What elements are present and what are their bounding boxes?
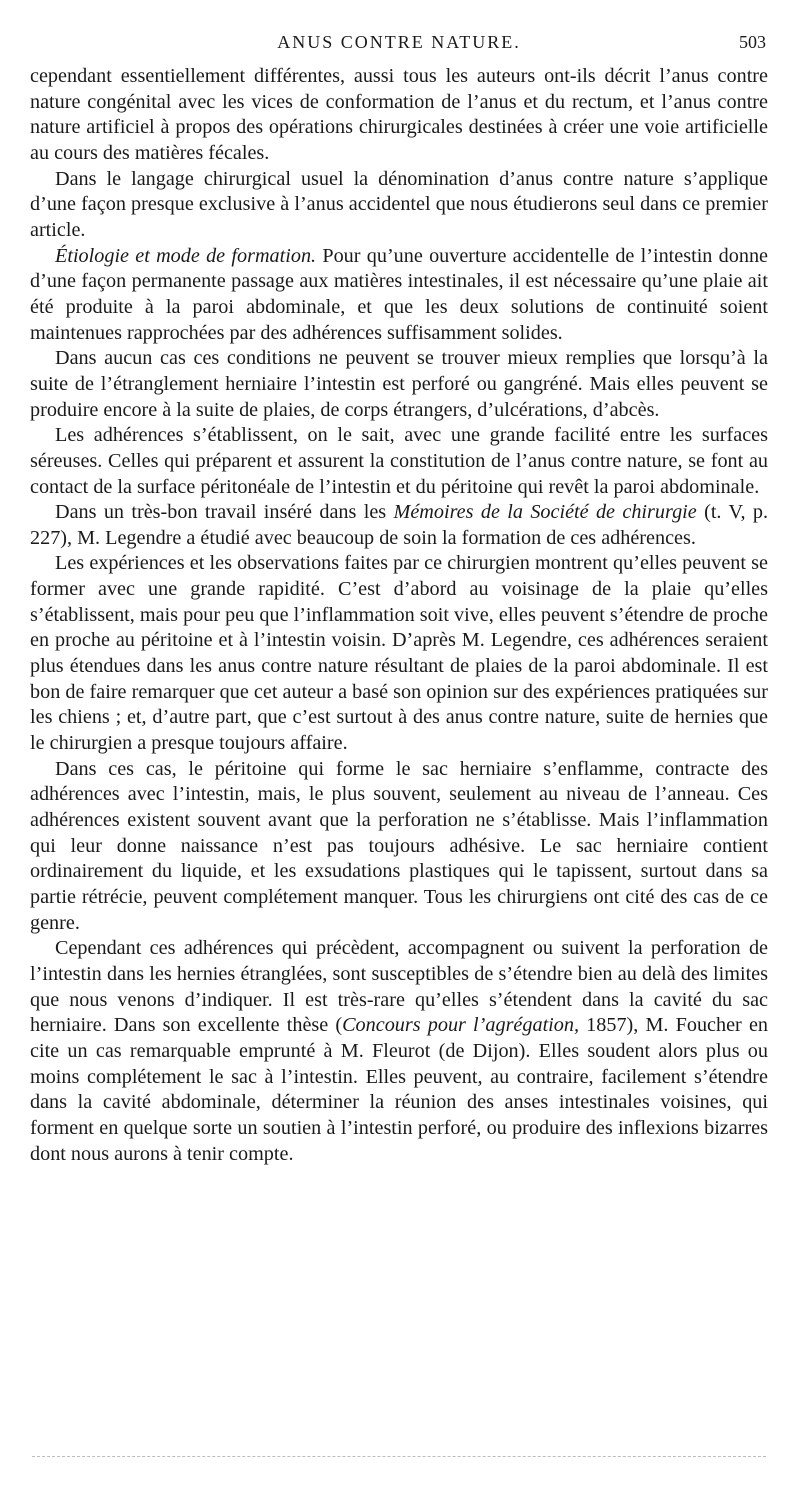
paragraph-text: Les expériences et les observations faites par ce chirurgien montrent qu’elles peuvent se former avec une grande rapidité. C’est d’abord au voisinage de la plaie qu’elles s’établissent, mais pour peu que l’inflammation soit vive, elles peuvent s’étendre de proche en proche au péritoine et à l’intestin voisin. D’après M. Legendre, ces adhérences seraient plus étendues dans les anus contre nature résultant de plaies de la paroi abdominale. Il est bon de faire remarquer que cet auteur a basé son opinion sur des expériences pratiquées sur les chiens ; et, d’autre part, que c’est surtout à des anus contre nature, suite de hernies que le chirurgien a presque toujours affaire. xyxy=(30,552,768,755)
paragraph-text: Les adhérences s’établissent, on le sait, avec une grande facilité entre les surfaces séreuses. Celles qui préparent et assurent la constitution de l’anus contre nature, se font au contact de la surface péritonéale de l’intestin et du péritoine qui revêt la paroi abdominale. xyxy=(30,424,768,498)
paragraph-text: Pour qu’une ouverture accidentelle de l’intestin donne d’une façon permanente passage aux matières intestinales, il est nécessaire qu’une plaie ait été produite à la paroi abdominale, et que les deux solutions de continuité soient maintenues rapprochées par des adhérences suffisamment solides. xyxy=(30,244,769,344)
running-title: ANUS CONTRE NATURE. xyxy=(277,32,521,52)
paragraph-sac-herniaire xyxy=(30,757,768,937)
paragraph-conditions xyxy=(30,346,768,423)
running-head xyxy=(30,32,768,56)
journal-title: Mémoires de la Société de chirurgie xyxy=(393,501,697,524)
paragraph-legendre xyxy=(30,500,768,551)
paragraph-perforation xyxy=(30,936,768,1167)
paragraph-text: Dans ces cas, le péritoine qui forme le sac herniaire s’enflamme, contracte des adhérences avec l’intestin, mais, le plus souvent, seulement au niveau de l’anneau. Ces adhérences existent souvent avant que la perforation ne s’établisse. Mais l’inflammation qui leur donne naissance n’est pas toujours adhésive. Le sac herniaire contient ordinairement du liquide, et les exsudations plastiques qui le tapissent, surtout dans sa partie rétrécie, peuvent complétement manquer. Tous les chirurgiens ont cité des cas de ce genre. xyxy=(30,757,768,934)
paragraph-text: Cependant ces adhérences qui précèdent, accompagnent ou suivent la perforation de l’intestin dans les hernies étranglées, sont susceptibles de s’étendre bien au delà des limites que nous venons d’indiquer. Il est très-rare qu’elles s’étendent dans la cavité du sac herniaire. Dans son excellente thèse ( xyxy=(30,937,768,1037)
book-page xyxy=(30,0,768,1495)
paragraph-continuation xyxy=(30,64,768,167)
paragraph-text-after: 1857), M. Foucher en cite un cas remarquable emprunté à M. Fleurot (de Dijon). Elles soudent alors plus ou moins complétement le sac à l’intestin. Elles peuvent, au contraire, facilement s’étendre dans la cavité abdominale, déterminer la réunion des anses intestinales voisines, qui forment en quelque sorte un soutien à l’intestin perforé, ou produire des inflexions bizarres dont nous aurons à tenir compte. xyxy=(30,1014,768,1165)
paragraph-etiologie xyxy=(30,244,768,347)
page-number: 503 xyxy=(739,32,766,52)
section-heading: Étiologie et mode de formation. xyxy=(55,244,317,267)
paragraph-experiences xyxy=(30,551,768,756)
thesis-title: Concours pour l’agrégation, xyxy=(342,1014,580,1037)
paragraph-text: cependant essentiellement différentes, aussi tous les auteurs ont-ils décrit l’anus contre nature congénital avec les vices de conformation de l’anus et du rectum, et l’anus contre nature artificiel à propos des opérations chirurgicales destinées à créer une voie artificielle au cours des matières fécales. xyxy=(30,65,768,164)
paragraph-definition xyxy=(30,167,768,244)
paragraph-text: Dans le langage chirurgical usuel la dénomination d’anus contre nature s’applique d’une façon presque exclusive à l’anus accidentel que nous étudierons seul dans ce premier article. xyxy=(30,167,768,241)
paragraph-text: Dans aucun cas ces conditions ne peuvent se trouver mieux remplies que lorsqu’à la suite de l’étranglement herniaire l’intestin est perforé ou gangréné. Mais elles peuvent se produire encore à la suite de plaies, de corps étrangers, d’ulcérations, d’abcès. xyxy=(30,347,768,421)
paragraph-adherences xyxy=(30,423,768,500)
body-text xyxy=(30,64,768,1167)
bottom-divider xyxy=(32,1456,766,1457)
paragraph-text-after: (t. V, p. 227), M. Legendre a étudié avec beaucoup de soin la formation de ces adhérences. xyxy=(30,501,768,549)
paragraph-text: Dans un très-bon travail inséré dans les xyxy=(55,501,394,524)
